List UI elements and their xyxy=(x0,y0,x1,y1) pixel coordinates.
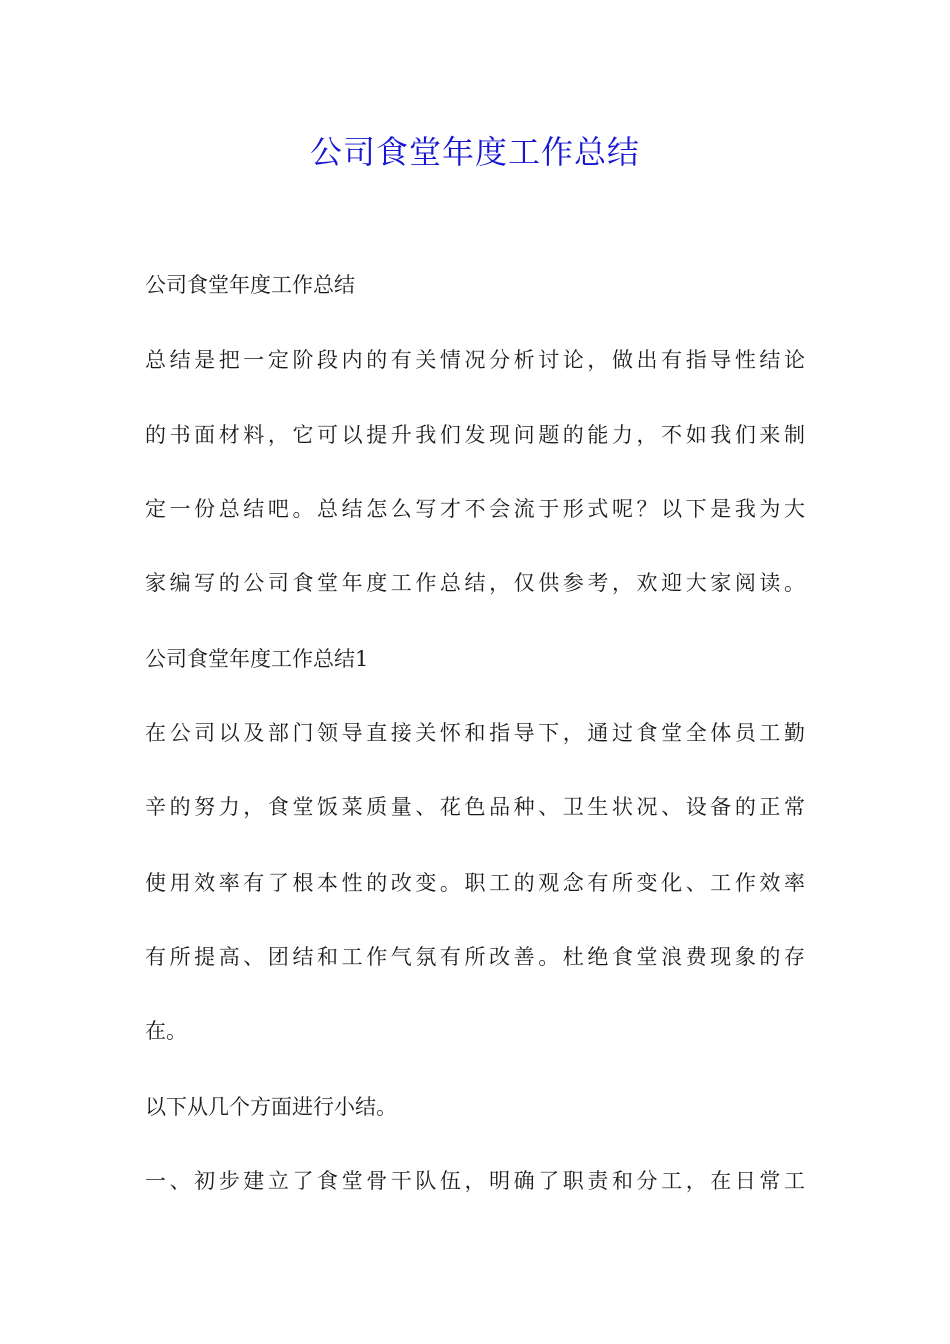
paragraph-line: 定一份总结吧。总结怎么写才不会流于形式呢？以下是我为大 xyxy=(145,497,805,521)
paragraph-line: 使用效率有了根本性的改变。职工的观念有所变化、工作效率 xyxy=(145,871,805,895)
paragraph-line: 在公司以及部门领导直接关怀和指导下，通过食堂全体员工勤 xyxy=(145,721,805,745)
subtitle-line: 公司食堂年度工作总结 xyxy=(145,273,355,297)
paragraph-line: 有所提高、团结和工作气氛有所改善。杜绝食堂浪费现象的存 xyxy=(145,945,805,969)
paragraph-line: 在。 xyxy=(145,1019,187,1043)
document-title: 公司食堂年度工作总结 xyxy=(309,133,640,171)
section-heading: 公司食堂年度工作总结1 xyxy=(145,647,369,671)
paragraph-line: 家编写的公司食堂年度工作总结，仅供参考，欢迎大家阅读。 xyxy=(145,571,805,595)
paragraph-line: 总结是把一定阶段内的有关情况分析讨论，做出有指导性结论 xyxy=(145,348,805,372)
paragraph-line: 辛的努力，食堂饭菜质量、花色品种、卫生状况、设备的正常 xyxy=(145,795,805,819)
paragraph-line: 的书面材料，它可以提升我们发现问题的能力，不如我们来制 xyxy=(145,423,805,447)
paragraph-line: 一、初步建立了食堂骨干队伍，明确了职责和分工，在日常工 xyxy=(145,1169,805,1193)
paragraph-line: 以下从几个方面进行小结。 xyxy=(145,1095,397,1119)
